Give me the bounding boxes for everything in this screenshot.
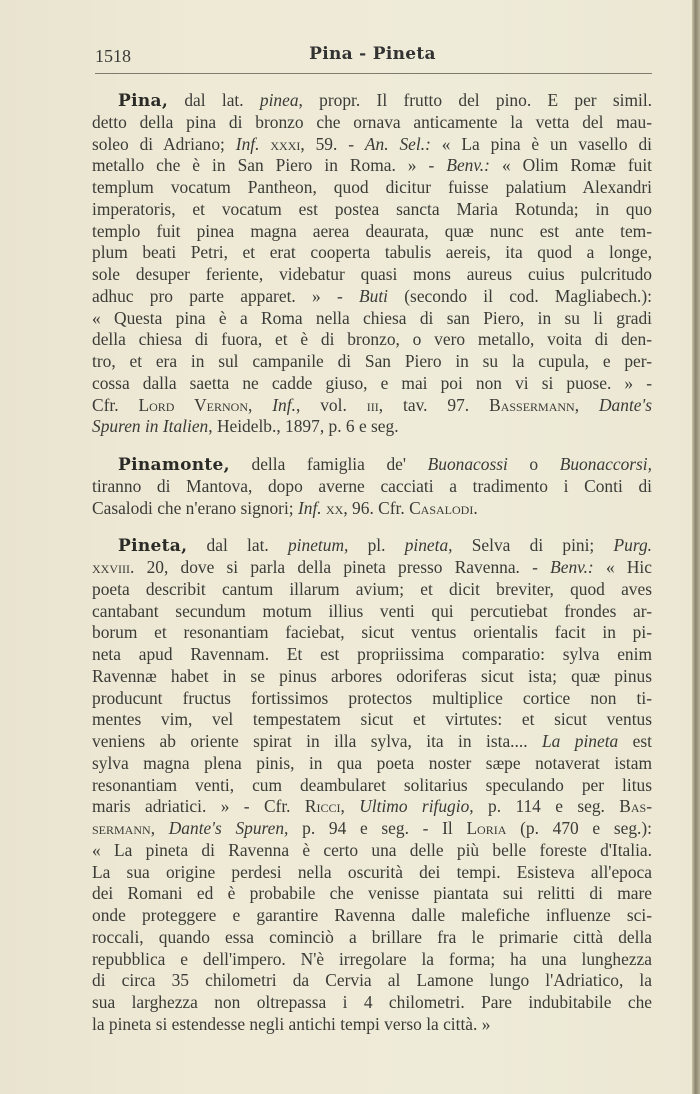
text-run: , 96. Cfr.	[343, 497, 410, 518]
small-caps-text: xx	[326, 497, 344, 518]
text-line	[92, 709, 652, 731]
text-line	[92, 221, 652, 243]
italic-text: Buonacossi	[427, 454, 508, 474]
text-line	[92, 112, 652, 134]
italic-text: Ultimo rifugio,	[359, 796, 474, 817]
italic-text: pinetum,	[287, 535, 349, 556]
italic-text: pinea	[259, 90, 299, 110]
small-caps-text: Casalodi	[409, 497, 474, 518]
text-run: mentes vim, vel tempestatem sicut et virtutes: et sicut ventus	[92, 709, 652, 730]
text-line	[92, 753, 652, 775]
small-caps-text: iii	[366, 394, 379, 415]
text-line	[92, 992, 652, 1014]
text-run: dal lat.	[206, 535, 288, 556]
small-caps-text: Bassermann	[489, 394, 575, 415]
page-number: 1518	[95, 46, 131, 66]
text-run: « La pineta di Ravenna è certo una delle più belle foreste d'Italia.	[92, 839, 652, 860]
italic-text: Inf.	[235, 133, 260, 154]
text-run	[259, 134, 270, 154]
small-caps-text: xxviii	[92, 557, 130, 577]
text-line	[92, 329, 652, 351]
text-line	[92, 862, 652, 884]
text-run: « Questa pina è a Roma nella chiesa di san Piero, in su li gradi	[92, 307, 652, 328]
text-run: « La pina è un vasello di	[430, 133, 653, 154]
entry-pina	[92, 90, 652, 438]
text-line	[92, 970, 652, 992]
text-run: « Olim Romæ fuit	[489, 155, 652, 176]
italic-text: Dante's Spuren,	[168, 818, 289, 838]
text-line	[92, 644, 652, 666]
text-line	[92, 557, 652, 579]
italic-text: An. Sel.:	[364, 133, 431, 154]
italic-text: Inf.	[272, 394, 296, 415]
text-line	[92, 242, 652, 264]
headword: Pina,	[118, 91, 169, 111]
italic-text: Dante's	[599, 394, 652, 415]
text-run: sole desuper feriente, videbatur quasi mons aureus cuius pulcritudo	[92, 264, 652, 284]
text-line	[92, 155, 652, 177]
text-line	[92, 90, 652, 112]
text-line	[92, 731, 652, 753]
small-caps-text: xxxi	[270, 133, 301, 154]
text-line	[92, 818, 652, 840]
italic-text: Inf.	[297, 497, 322, 518]
text-run: , tav. 97.	[378, 394, 490, 415]
text-run: Selva di pini;	[452, 535, 614, 556]
text-run: della famiglia de'	[251, 454, 428, 474]
text-run: della chiesa di fuora, et è di bronzo, o vero metallo, voita di den-	[92, 329, 652, 350]
text-line	[92, 949, 652, 971]
text-run: , Heidelb., 1897, p. 6 e seg.	[208, 416, 399, 437]
text-line	[92, 535, 652, 557]
italic-text: Purg.	[613, 535, 652, 556]
text-run: onde proteggere e garantire Ravenna dalle malefiche influenze sci-	[92, 905, 652, 925]
italic-text: Buonaccorsi,	[559, 454, 652, 474]
small-caps-text: Lord Vernon	[138, 394, 248, 415]
text-line	[92, 666, 652, 688]
small-caps-text: Bas-	[619, 796, 652, 817]
text-line	[92, 308, 652, 330]
text-run: resonantiam venti, cum deambularet solitarius speculando per litus	[92, 774, 652, 795]
text-run: soleo di Adriano;	[92, 133, 236, 154]
page-edge-shadow	[692, 0, 700, 1094]
text-run: borum et resonantiam faciebat, sicut ventus orientalis facit in pi-	[92, 622, 652, 643]
small-caps-text: sermann	[92, 818, 151, 838]
text-run: p. 114 e seg.	[473, 796, 620, 817]
text-run: (p. 470 e seg.):	[506, 818, 653, 838]
text-line	[92, 351, 652, 373]
text-run: dal lat.	[184, 90, 260, 110]
text-line	[92, 927, 652, 949]
text-run: Cfr.	[92, 394, 139, 415]
small-caps-text: Loria	[466, 818, 507, 838]
italic-text: La pineta	[541, 731, 619, 751]
text-run: plum beati Petri, et erat cooperta tabulis aereis, ita quod a longe,	[92, 242, 652, 263]
text-run: cantabant secundum motum illius venti qui percutiebat frondes ar-	[92, 600, 652, 621]
text-run: templo fuit pinea magna aerea deaurata, quæ nunc est ante tem-	[92, 220, 652, 241]
text-line	[92, 840, 652, 862]
text-run: Ravennæ habet in se pinus arbores odoriferas sicut ista; quæ pinus	[92, 665, 652, 686]
text-run: adhuc pro parte apparet. » -	[92, 285, 360, 306]
text-run: poeta describit cantum illarum avium; et dicit breviter, quod aves	[92, 578, 652, 599]
text-run: repubblica e dell'impero. N'è irregolare la forma; ha una lunghezza	[92, 948, 652, 969]
text-run: templum vocatum Pantheon, quod dicitur fuisse palatium Alexandri	[92, 177, 652, 197]
text-line	[92, 286, 652, 308]
text-run: roccali, quando essa cominciò a brillare fra le primarie città della	[92, 926, 652, 947]
text-line	[92, 905, 652, 927]
text-run: pl.	[348, 535, 405, 556]
text-line	[92, 199, 652, 221]
text-run: imperatoris, et vocatum est postea sancta Maria Rotunda; in quo	[92, 198, 652, 219]
running-title: Pina - Pineta	[309, 44, 436, 64]
page-header	[95, 44, 650, 74]
text-run: maris adriatici. » - Cfr.	[92, 796, 305, 817]
text-line	[92, 796, 652, 818]
text-run: dei Romani ed è probabile che venisse piantata sui relitti di mare	[92, 883, 652, 904]
text-run: tiranno di Mantova, dopo averne cacciati a tradimento i Conti di	[92, 475, 652, 496]
text-line	[92, 395, 652, 417]
dictionary-body	[92, 90, 652, 1036]
text-line	[92, 177, 652, 199]
text-run: neta apud Ravennam. Et est propriissima comparatio: sylva enim	[92, 644, 652, 664]
italic-text: Buti	[359, 285, 388, 306]
text-line	[92, 264, 652, 286]
text-run: La sua origine perdesi nella oscurità dei tempi. Esisteva all'epoca	[92, 861, 652, 882]
text-line	[92, 579, 652, 601]
text-run: ,	[150, 818, 169, 838]
text-line	[92, 476, 652, 498]
text-run: Casalodi che n'erano signori;	[92, 497, 298, 518]
text-run: , vol.	[295, 394, 367, 415]
text-line	[92, 883, 652, 905]
text-run: sua larghezza non oltrepassa i 4 chilometri. Pare indubitabile che	[92, 992, 652, 1012]
header-rule	[95, 73, 652, 74]
text-run: sylva magna plena pinis, in qua poeta noster sæpe notaverat istam	[92, 752, 652, 773]
text-line	[92, 134, 652, 156]
text-run: ,	[247, 394, 273, 415]
italic-text: Spuren in Italien	[92, 416, 209, 437]
text-line	[92, 601, 652, 623]
text-run: cossa dalla saetta ne cadde giuso, e mai poi non vi si puose. » -	[92, 372, 652, 393]
text-run: tro, et era in sul campanile di San Piero in su la cupula, e per-	[92, 351, 652, 371]
text-run: est	[618, 731, 652, 751]
italic-text: pineta,	[404, 535, 453, 556]
text-run: la pineta si estendesse negli antichi tempi verso la città. »	[92, 1013, 491, 1034]
text-line	[92, 688, 652, 710]
italic-text: Benv.:	[446, 155, 490, 176]
text-line	[92, 622, 652, 644]
text-run: metallo che è in San Piero in Roma. » -	[92, 155, 447, 176]
text-run: « Hic	[593, 557, 652, 577]
text-run: detto della pina di bronzo che ornava anticamente la vetta del mau-	[92, 111, 652, 132]
text-line	[92, 1014, 652, 1036]
text-line	[92, 373, 652, 395]
text-run: producunt fructus fortissimos protectos multiplice cortice non ti-	[92, 687, 652, 708]
text-run: , propr. Il frutto del pino. E per simil.	[298, 90, 653, 110]
text-line	[92, 498, 652, 520]
text-run: .	[473, 497, 478, 518]
text-run: o	[507, 454, 560, 474]
text-run: ,	[574, 394, 599, 415]
entry-pineta	[92, 535, 652, 1035]
text-run: veniens ab oriente spirat in illa sylva, ita in ista....	[92, 731, 542, 751]
text-run: di circa 35 chilometri da Cervia al Lamone lungo l'Adriatico, la	[92, 970, 652, 991]
text-line	[92, 454, 652, 476]
text-run: (secondo il cod. Magliabech.):	[388, 285, 652, 306]
entry-pinamonte	[92, 454, 652, 519]
headword: Pineta,	[118, 536, 188, 557]
text-run: ,	[340, 796, 360, 817]
text-line	[92, 416, 652, 438]
text-run: , 59. -	[300, 133, 365, 154]
text-run: . 20, dove si parla della pineta presso Ravenna. -	[130, 557, 551, 577]
text-run: p. 94 e seg. - Il	[288, 818, 467, 838]
small-caps-text: Ricci	[304, 796, 341, 817]
italic-text: Benv.:	[550, 557, 594, 577]
headword: Pinamonte,	[118, 455, 230, 475]
text-line	[92, 775, 652, 797]
